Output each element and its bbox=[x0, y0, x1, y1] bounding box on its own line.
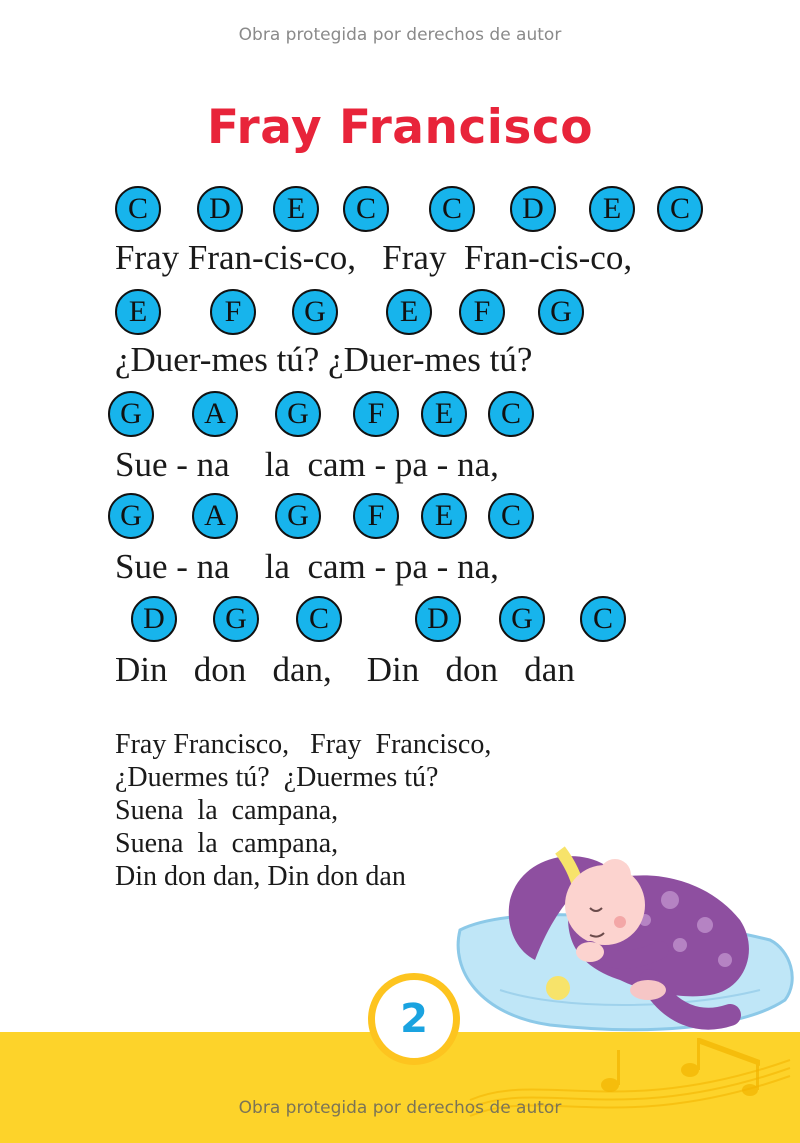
note-circle: E bbox=[386, 289, 432, 335]
note-circle: C bbox=[296, 596, 342, 642]
lyric-line-1: Fray Fran-cis-co, Fray Fran-cis-co, bbox=[115, 238, 633, 277]
watermark-bottom: Obra protegida por derechos de autor bbox=[238, 1098, 562, 1118]
note-circle: E bbox=[115, 289, 161, 335]
note-circle: E bbox=[273, 186, 319, 232]
note-circle: C bbox=[429, 186, 475, 232]
lyric-line-4: Sue - na la cam - pa - na, bbox=[115, 547, 499, 586]
verse-block bbox=[115, 728, 491, 893]
note-circle: E bbox=[589, 186, 635, 232]
verse-line: Suena la campana, bbox=[115, 795, 339, 826]
note-row-1 bbox=[0, 186, 800, 234]
music-notes-icon bbox=[460, 1030, 800, 1140]
song-title: Fray Francisco bbox=[206, 100, 594, 155]
lyric-line-3: Sue - na la cam - pa - na, bbox=[115, 445, 499, 484]
verse-line: Fray Francisco, Fray Francisco, bbox=[115, 729, 492, 760]
note-circle: C bbox=[580, 596, 626, 642]
note-circle: F bbox=[459, 289, 505, 335]
note-circle: D bbox=[415, 596, 461, 642]
note-circle: G bbox=[275, 391, 321, 437]
lyric-line-2: ¿Duer-mes tú? ¿Duer-mes tú? bbox=[115, 340, 533, 379]
note-row-2 bbox=[0, 289, 800, 337]
note-circle: G bbox=[499, 596, 545, 642]
note-circle: C bbox=[488, 391, 534, 437]
note-circle: D bbox=[197, 186, 243, 232]
note-circle: G bbox=[538, 289, 584, 335]
note-circle: F bbox=[353, 391, 399, 437]
note-circle: A bbox=[192, 391, 238, 437]
note-row-5 bbox=[0, 596, 800, 644]
note-circle: C bbox=[343, 186, 389, 232]
note-circle: G bbox=[292, 289, 338, 335]
verse-line: ¿Duermes tú? ¿Duermes tú? bbox=[115, 762, 439, 793]
note-circle: C bbox=[115, 186, 161, 232]
note-circle: F bbox=[210, 289, 256, 335]
note-circle: G bbox=[108, 391, 154, 437]
note-circle: G bbox=[108, 493, 154, 539]
note-circle: G bbox=[275, 493, 321, 539]
note-circle: F bbox=[353, 493, 399, 539]
note-circle: E bbox=[421, 493, 467, 539]
note-circle: D bbox=[131, 596, 177, 642]
page-number-badge: 2 bbox=[368, 973, 460, 1065]
note-circle: A bbox=[192, 493, 238, 539]
lyric-line-5: Din don dan, Din don dan bbox=[115, 650, 575, 689]
verse-line: Suena la campana, bbox=[115, 828, 339, 859]
watermark-top: Obra protegida por derechos de autor bbox=[238, 25, 562, 45]
note-circle: D bbox=[510, 186, 556, 232]
verse-line: Din don dan, Din don dan bbox=[115, 861, 406, 892]
note-circle: E bbox=[421, 391, 467, 437]
note-row-3 bbox=[0, 391, 800, 439]
sleeping-baby-icon bbox=[440, 840, 800, 1040]
note-row-4 bbox=[0, 493, 800, 541]
note-circle: G bbox=[213, 596, 259, 642]
note-circle: C bbox=[657, 186, 703, 232]
note-circle: C bbox=[488, 493, 534, 539]
